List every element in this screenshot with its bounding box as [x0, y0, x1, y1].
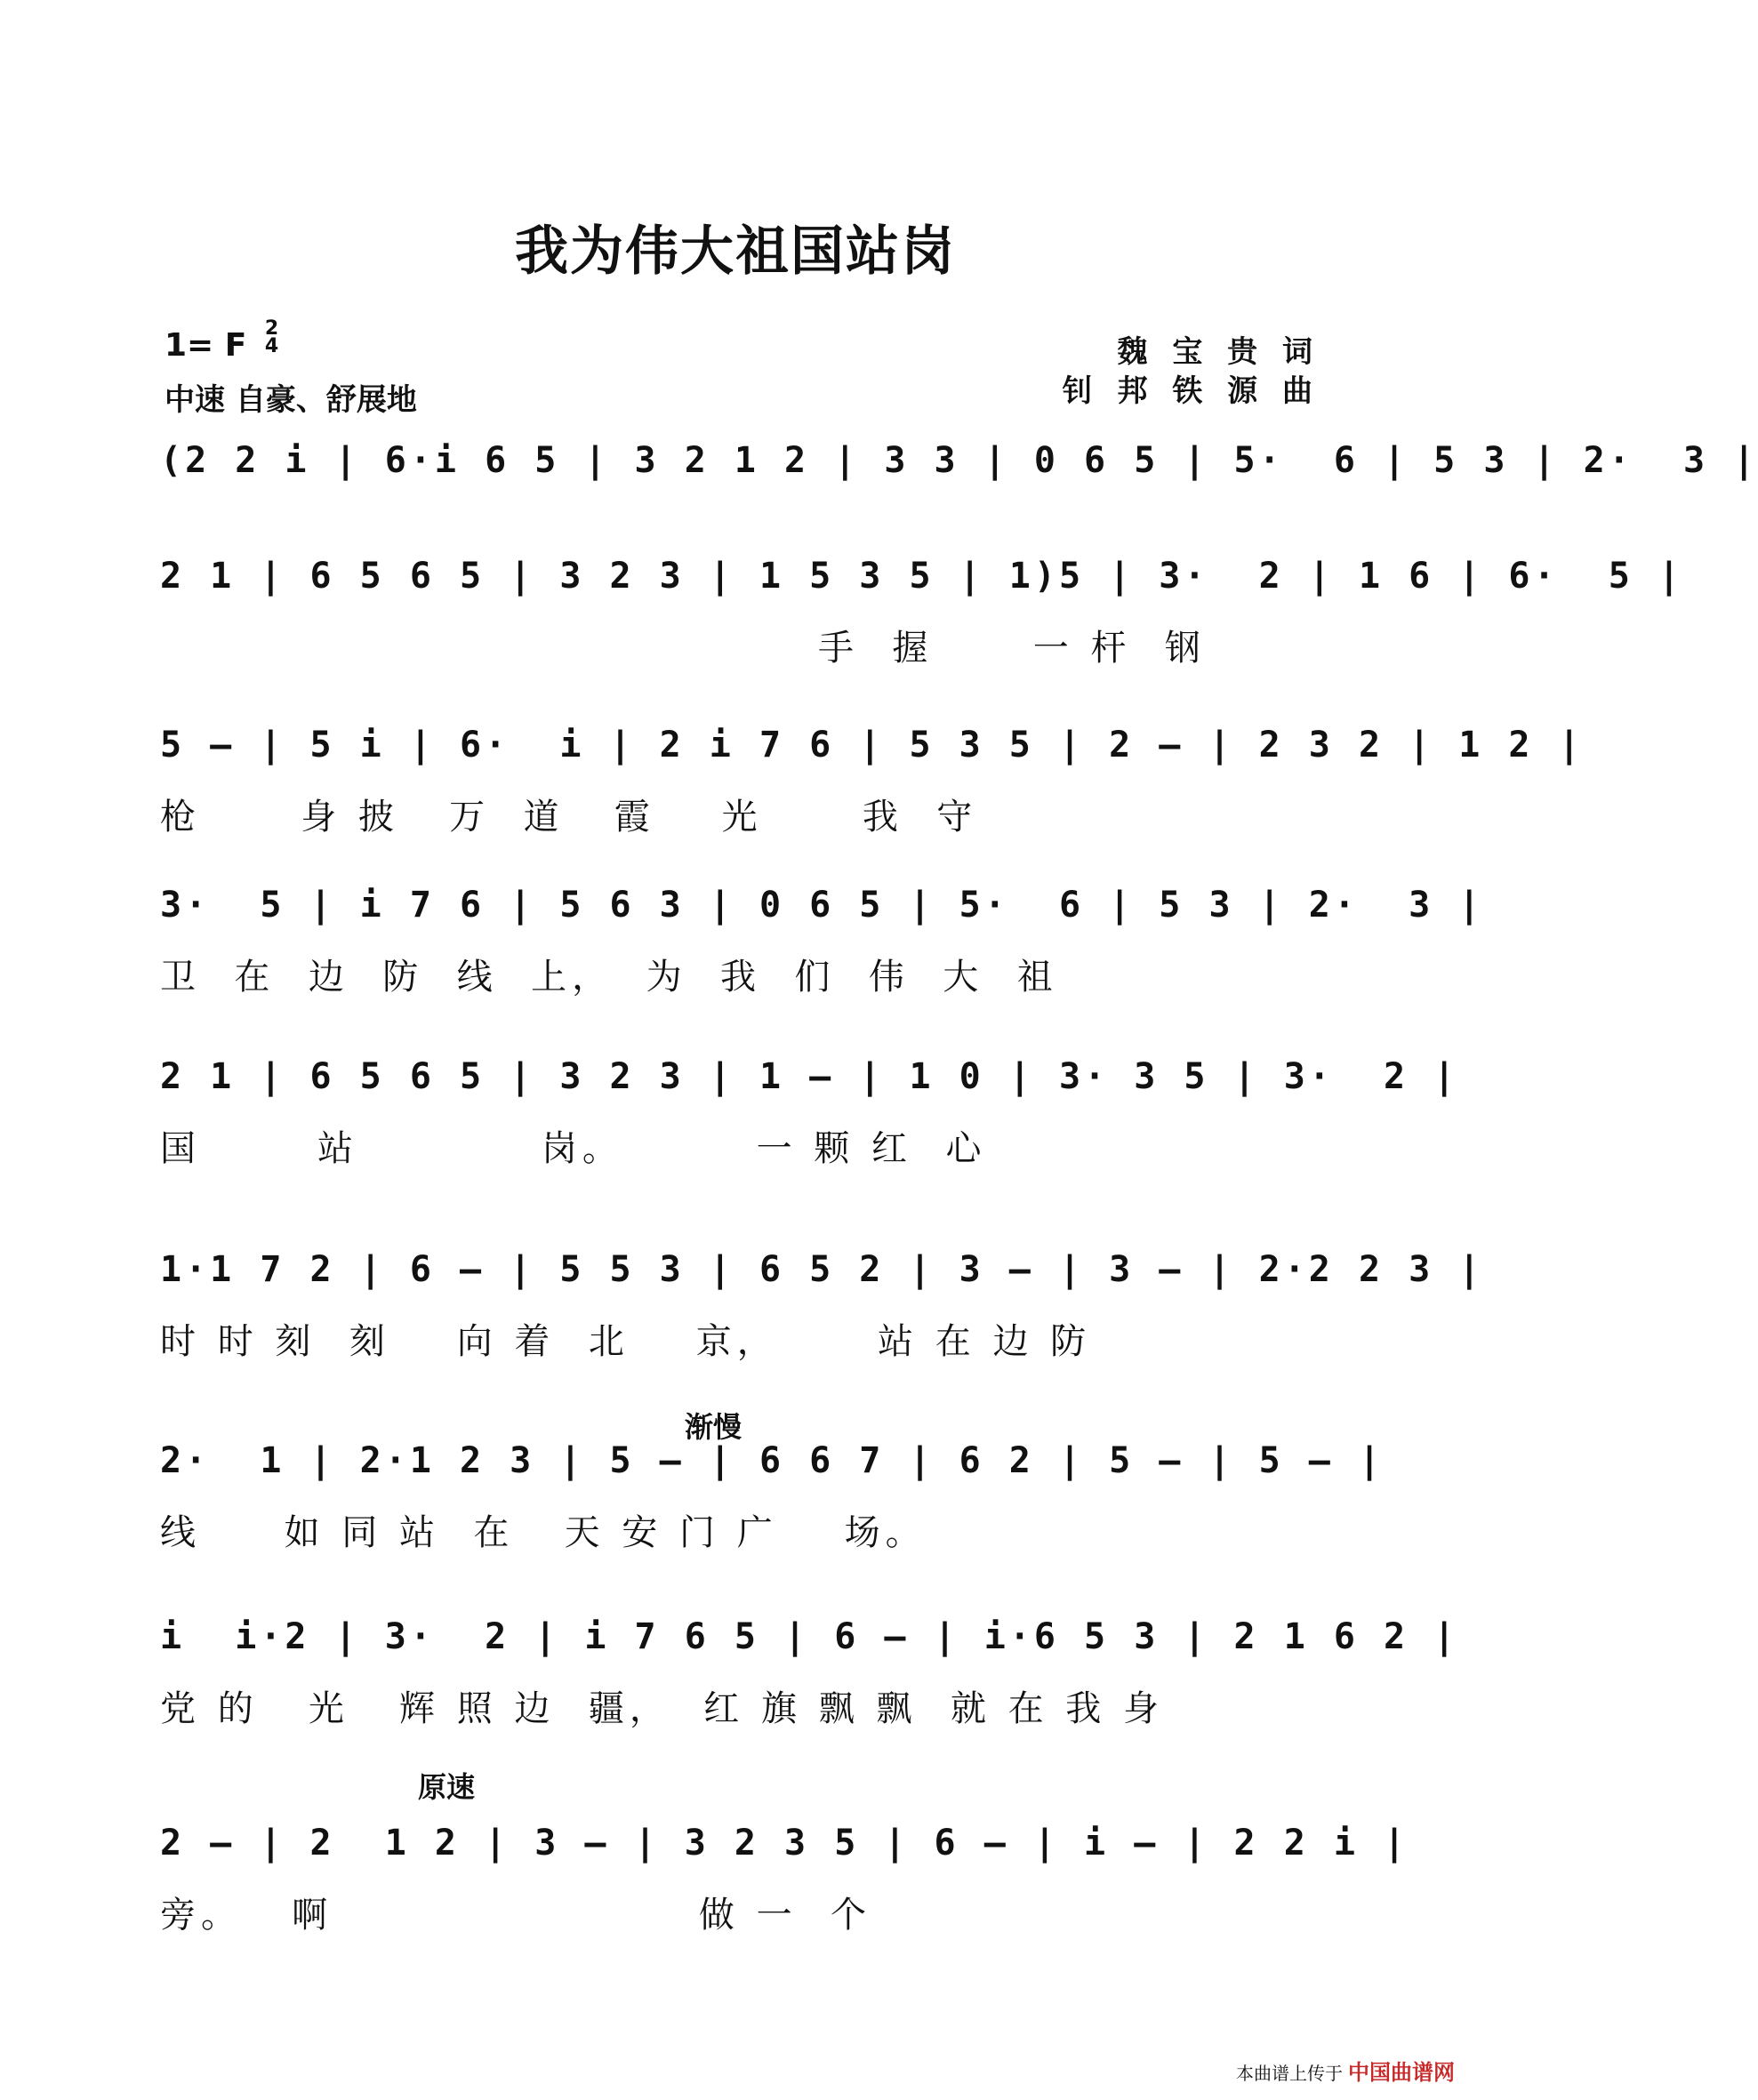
lyrics-line: 时 时 刻 刻 向 着 北 京， 站 在 边 防 — [160, 1321, 1092, 1362]
lyrics-line: 旁。 啊 做 一 个 — [160, 1895, 872, 1936]
ritardando-marking: 渐慢 — [685, 1410, 743, 1444]
numbered-notation: 1·1 7 2 | 6 — | 5 5 3 | 6 5 2 | 3 — | 3 — | 2·2 2 3 | — [160, 1249, 1484, 1290]
lyrics-line: 卫 在 边 防 线 上， 为 我 们 伟 大 祖 — [160, 957, 1058, 998]
time-signature-bottom: 4 — [264, 335, 279, 357]
numbered-notation: (2 2 i | 6·i 6 5 | 3 2 1 2 | 3 3 | 0 6 5 | 5· 6 | 5 3 | 2· 3 | — [160, 440, 1758, 481]
numbered-notation: 2 — | 2 1 2 | 3 — | 3 2 3 5 | 6 — | i — | 2 2 i | — [160, 1823, 1409, 1864]
lyrics-line: 国 站 岗。 一 颗 红 心 — [160, 1128, 987, 1169]
footer-watermark — [1236, 2055, 1455, 2086]
site-logo: 中国曲谱网 — [1348, 2060, 1455, 2085]
numbered-notation: 2· 1 | 2·1 2 3 | 5 — | 6 6 7 | 6 2 | 5 — | 5 — | — [160, 1440, 1385, 1481]
lyrics-line: 党 的 光 辉 照 边 疆， 红 旗 飘 飘 就 在 我 身 — [160, 1688, 1165, 1729]
tempo-marking: 中速 自豪、舒展地 — [165, 382, 417, 418]
lyricist-credit: 魏 宝 贵 词 — [1117, 334, 1320, 370]
lyrics-line: 线 如 同 站 在 天 安 门 广 场。 — [160, 1512, 927, 1553]
composer-credit: 钊 邦 铁 源 曲 — [1062, 373, 1320, 409]
numbered-notation: 2 1 | 6 5 6 5 | 3 2 3 | 1 5 3 5 | 1)5 | 3· 2 | 1 6 | 6· 5 | — [160, 556, 1684, 597]
numbered-notation: i i·2 | 3· 2 | i 7 6 5 | 6 — | i·6 5 3 | 2 1 6 2 | — [160, 1616, 1459, 1657]
numbered-notation: 5 — | 5 i | 6· i | 2 i 7 6 | 5 3 5 | 2 — | 2 3 2 | 1 2 | — [160, 725, 1584, 765]
footer-text: 本曲谱上传于 — [1236, 2063, 1343, 2084]
song-title: 我为伟大祖国站岗 — [515, 220, 956, 283]
lyrics-line: 枪 身 披 万 道 霞 光 我 守 — [160, 797, 978, 838]
key-signature — [165, 317, 279, 365]
key-text: 1= F — [165, 327, 247, 364]
time-signature — [264, 317, 279, 357]
a-tempo-marking: 原速 — [418, 1770, 476, 1804]
time-signature-top: 2 — [264, 317, 279, 340]
lyrics-line: 手 握 一 杆 钢 — [818, 628, 1206, 669]
numbered-notation: 2 1 | 6 5 6 5 | 3 2 3 | 1 — | 1 0 | 3· 3 5 | 3· 2 | — [160, 1056, 1459, 1097]
numbered-notation: 3· 5 | i 7 6 | 5 6 3 | 0 6 5 | 5· 6 | 5 3 | 2· 3 | — [160, 885, 1484, 926]
